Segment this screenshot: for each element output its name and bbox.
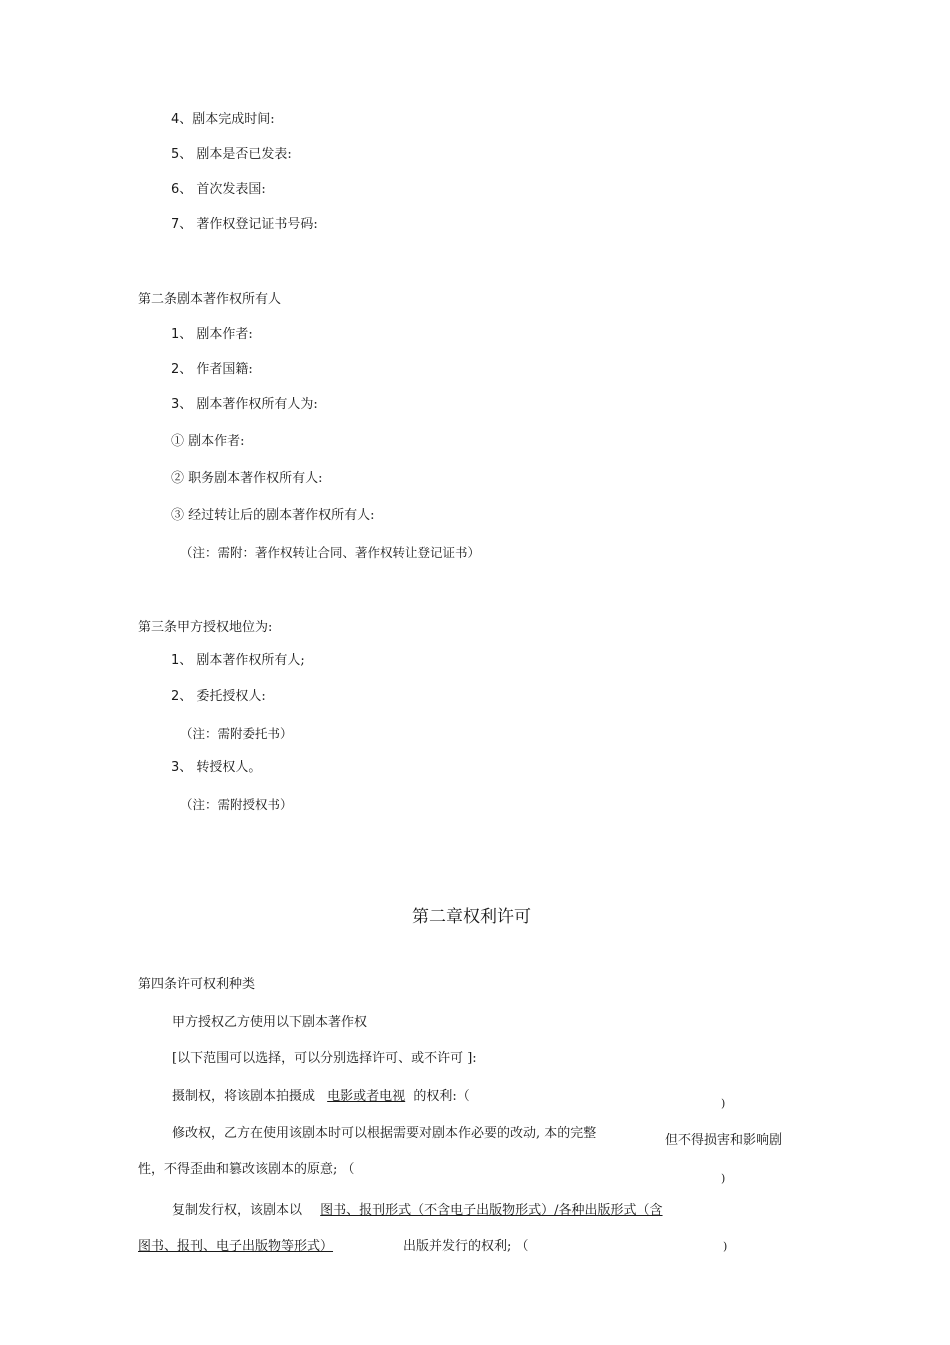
item-label: 、 著作权登记证书号码: — [179, 217, 318, 232]
article-4-heading: 第四条许可权利种类 — [138, 977, 256, 992]
paragraph-filming-right — [172, 1089, 470, 1105]
publication-form-blank-cont: 图书、报刊、电子出版物等形式） — [138, 1239, 334, 1254]
choice-work-for-hire-owner: ② 职务剧本著作权所有人: — [171, 471, 323, 486]
item-label: 、剧本完成时间: — [179, 112, 275, 127]
item-number: 2 — [171, 689, 180, 704]
article-3-heading: 第三条甲方授权地位为: — [138, 620, 273, 635]
chapter-title: 第二章权利许可 — [412, 907, 531, 927]
item-sublicensor — [171, 760, 261, 776]
item-label: 、 作者国籍: — [179, 362, 253, 377]
item-registration-number — [171, 217, 318, 233]
paragraph-modification-cont: 性，不得歪曲和篡改该剧本的原意; （ — [138, 1162, 355, 1177]
paragraph-grant: 甲方授权乙方使用以下剧本著作权 — [172, 1015, 368, 1030]
item-label: 、 剧本是否已发表: — [179, 147, 292, 162]
item-number: 3 — [171, 760, 180, 775]
modification-close-paren: ) — [721, 1172, 726, 1185]
article-2-heading: 第二条剧本著作权所有人 — [138, 292, 282, 307]
choice-author: ① 剧本作者: — [171, 434, 245, 449]
filming-close-paren: ) — [721, 1097, 726, 1110]
note-authorization: （注：需附授权书） — [180, 797, 293, 812]
item-published — [171, 147, 292, 163]
item-author-nationality — [171, 362, 253, 378]
paragraph-scope-note: [以下范围可以选择，可以分别选择许可、或不许可 ]: — [172, 1051, 477, 1066]
item-completion-time — [171, 112, 275, 128]
publication-form-blank: 图书、报刊形式（不含电子出版物形式）/各种出版形式（含 — [320, 1203, 663, 1218]
reproduction-right-text: 复制发行权，该剧本以 — [172, 1203, 303, 1218]
item-number: 3 — [171, 397, 180, 412]
reproduction-close-paren: ) — [723, 1240, 728, 1253]
item-label: 、 剧本作者: — [179, 327, 253, 342]
paragraph-reproduction-cont — [138, 1239, 333, 1255]
item-label: 、 首次发表国: — [179, 182, 266, 197]
item-number: 2 — [171, 362, 180, 377]
item-number: 1 — [171, 327, 180, 342]
reproduction-right-tail: 出版并发行的权利; （ — [403, 1239, 529, 1254]
note-power-of-attorney: （注：需附委托书） — [180, 726, 293, 741]
item-label: 、 转授权人。 — [179, 760, 262, 775]
item-number: 6 — [171, 182, 180, 197]
paragraph-modification-right: 修改权，乙方在使用该剧本时可以根据需要对剧本作必要的改动, 本的完整 — [172, 1126, 597, 1141]
paragraph-reproduction-right — [172, 1203, 663, 1219]
item-number: 1 — [171, 653, 180, 668]
item-entrusted-licensor — [171, 689, 266, 705]
modification-side-text: 但不得损害和影响剧 — [665, 1133, 783, 1148]
item-label: 、 剧本著作权所有人为: — [179, 397, 318, 412]
item-number: 7 — [171, 217, 180, 232]
item-label: 、 剧本著作权所有人; — [179, 653, 305, 668]
filming-right-tail: 的权利:（ — [413, 1089, 470, 1104]
item-first-country — [171, 182, 266, 198]
item-label: 、 委托授权人: — [179, 689, 266, 704]
item-copyright-owner — [171, 397, 318, 413]
item-number: 4 — [171, 112, 180, 127]
choice-transferred-owner: ③ 经过转让后的剧本著作权所有人: — [171, 508, 375, 523]
item-owner — [171, 653, 305, 669]
item-number: 5 — [171, 147, 180, 162]
filming-right-text: 摄制权，将该剧本拍摄成 — [172, 1089, 316, 1104]
note-transfer-docs: （注：需附：著作权转让合同、著作权转让登记证书） — [180, 545, 481, 560]
filming-medium-blank: 电影或者电视 — [327, 1089, 406, 1104]
item-author — [171, 327, 253, 343]
